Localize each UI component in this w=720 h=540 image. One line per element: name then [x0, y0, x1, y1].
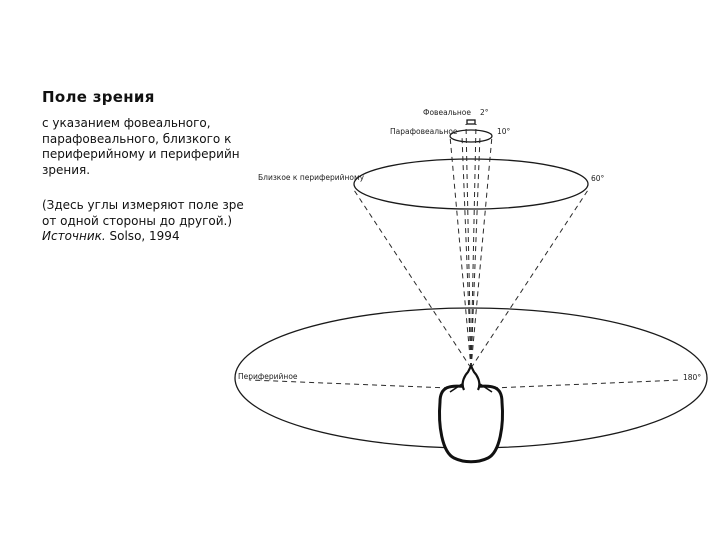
observer-head: [440, 366, 503, 462]
foveal-marker: [467, 120, 475, 124]
caption-line-4: зрения.: [42, 162, 91, 177]
label-parafoveal-angle: 10°: [497, 127, 511, 136]
cone-lines: [250, 124, 680, 388]
label-foveal: Фовеальное: [423, 108, 471, 117]
label-parafoveal: Парафовеальное: [390, 127, 458, 136]
slide-title: Поле зрения: [42, 88, 155, 106]
caption-line-2: парафовеального, близкого к: [42, 131, 232, 146]
label-near-peripheral-angle: 60°: [591, 174, 605, 183]
note-line-1: (Здесь углы измеряют поле зре: [42, 198, 244, 212]
caption-line-1: с указанием фовеального,: [42, 116, 211, 130]
label-foveal-angle: 2°: [480, 108, 489, 117]
label-near-peripheral: Близкое к периферийному: [258, 173, 365, 182]
caption-line-3: периферийному и периферийн: [42, 147, 240, 161]
source-text: Solso, 1994: [105, 229, 180, 243]
label-peripheral-angle: 180°: [683, 373, 702, 382]
source-label: Источник.: [42, 229, 106, 243]
note-line-2: от одной стороны до другой.): [42, 213, 233, 228]
near-peripheral-ellipse: [354, 159, 588, 209]
label-peripheral: Периферийное: [238, 372, 298, 381]
